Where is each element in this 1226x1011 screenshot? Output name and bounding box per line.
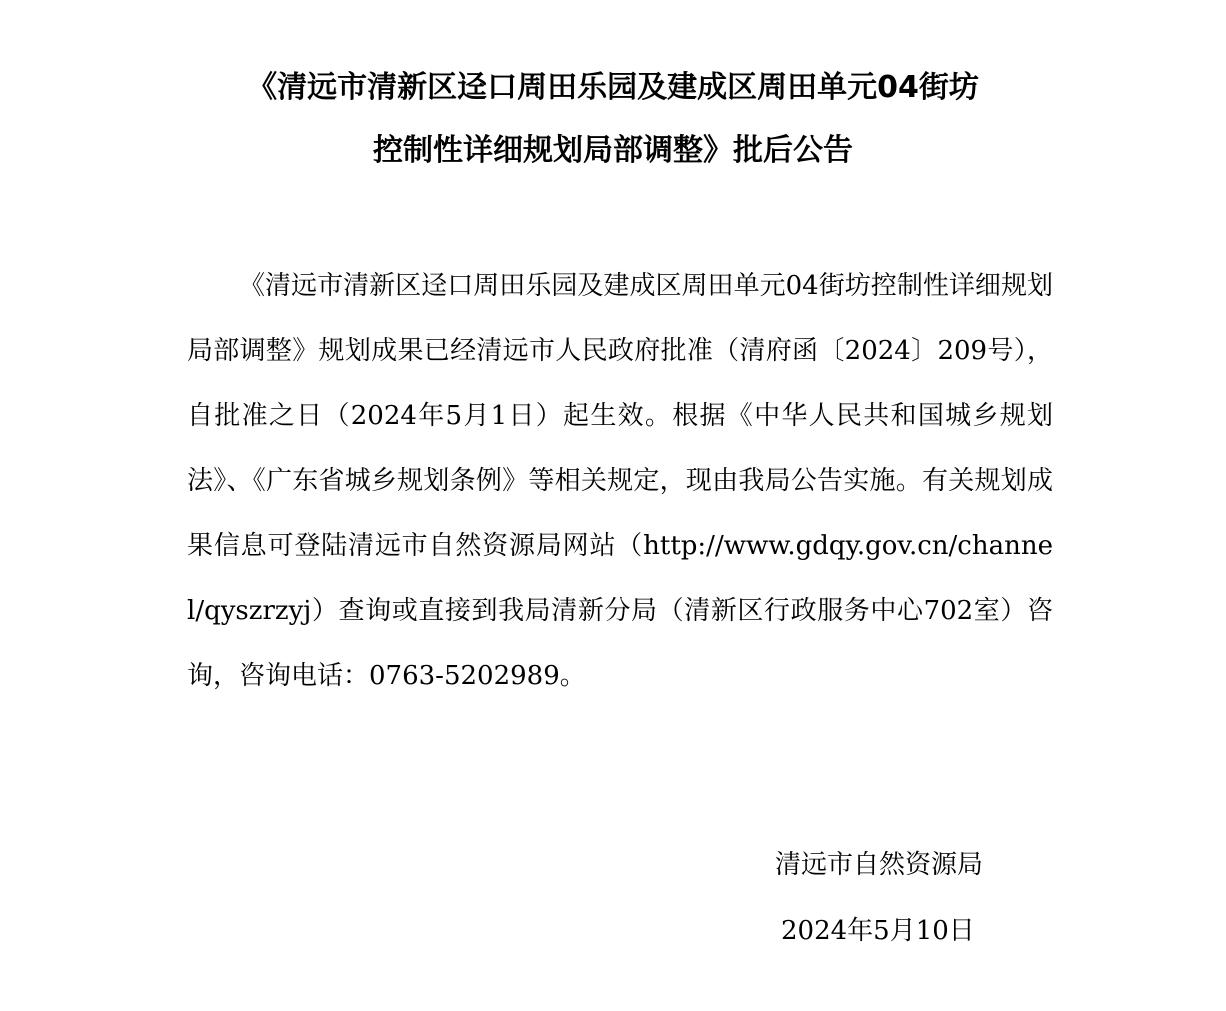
signature-date: 2024年5月10日 (781, 916, 975, 946)
announcement-body: 《清远市清新区迳口周田乐园及建成区周田单元04街坊控制性详细规划局部调整》规划成果已经清远市人民政府批准（清府函〔2024〕209号），自批准之日（2024年5月1日）起生效。根据《中华人民共和国城乡规划法》、《广东省城乡规划条例》等相关规定，现由我局公告实施。有关规划成果信息可登陆清远市自然资源局网站（http://www.gdqy.gov.cn/channel/qyszrzyj）查询或直接到我局清新分局（清新区行政服务中心702室）咨询，咨询电话：0763-5202989。 (187, 271, 1053, 691)
signature-organization: 清远市自然资源局 (775, 850, 984, 880)
document-title-line-1: 《清远市清新区迳口周田乐园及建成区周田单元04街坊 (247, 70, 979, 105)
document-title-line-2: 控制性详细规划局部调整》批后公告 (373, 133, 853, 168)
